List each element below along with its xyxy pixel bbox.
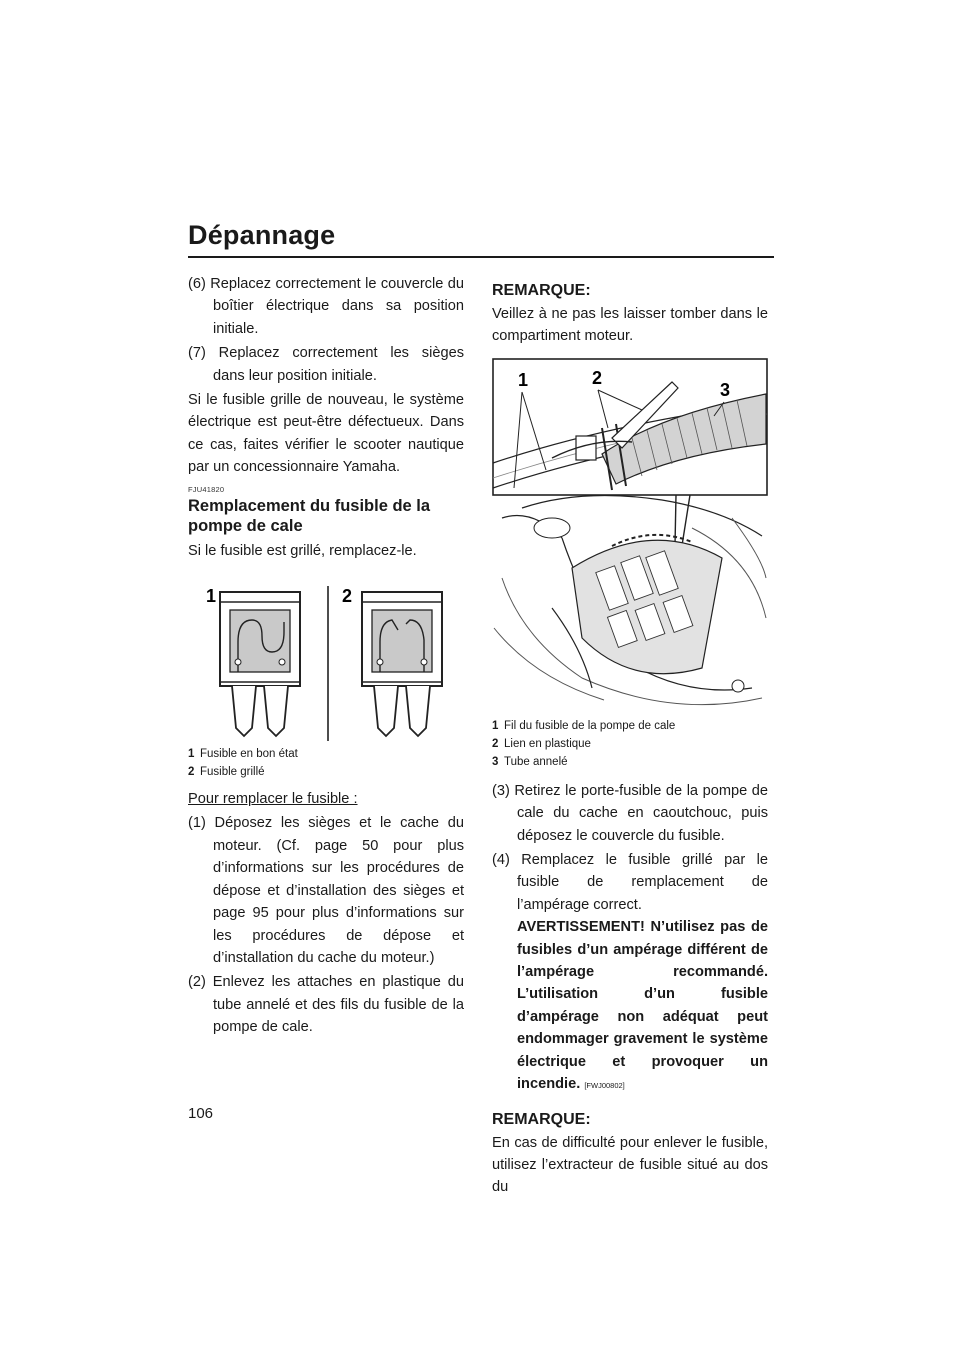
warning-code: [FWJ00802] [584, 1081, 625, 1091]
remark-title-2: REMARQUE: [492, 1110, 591, 1128]
figure-label-1: 1 [206, 586, 217, 607]
remark-text-1: Veillez à ne pas les laisser tomber dans le compartiment moteur. [492, 306, 768, 345]
step-2: (2) Enlevez les attaches en plastique du tube annelé et des fils du fusible de la pompe de cale. [188, 974, 464, 1036]
left-column [188, 273, 464, 1041]
section-intro: Si le fusible est grillé, remplacez-le. [188, 542, 417, 559]
warning-text: AVERTISSEMENT! N’utilisez pas de fusibles d’un ampérage différent de l’ampérage recommandé. L’utilisation d’un fusible d’ampérage non adéquat peut endommager gravement le système électrique et provoquer un incendie. [FWJ00802] [517, 919, 768, 1093]
step-4: (4) Remplacez le fusible grillé par le fusible de remplacement de l’ampérage correct. [492, 852, 768, 913]
step-3: (3) Retirez le porte-fusible de la pompe de cale du cache en caoutchouc, puis déposez le couvercle du fusible. [492, 782, 768, 844]
right-column [492, 273, 768, 1201]
fuse-illustration [188, 566, 464, 744]
figure-label-2: 2 [342, 586, 353, 607]
figure2-label-3: 3 [720, 379, 731, 400]
engine-caption-3: 3 Tube annelé [492, 755, 568, 768]
good-fuse-shape [220, 592, 300, 736]
blown-fuse-shape [362, 592, 442, 736]
paragraph-fuse-again: Si le fusible grille de nouveau, le système électrique est peut-être défectueux. Dans ce cas, faites vérifier le scooter nautique par un concessionnaire Yamaha. [188, 392, 464, 476]
step-1: (1) Déposez les sièges et le cache du moteur. (Cf. page 50 pour plus d’informations sur les procédures de dépose et d’installation des sièges et page 95 pour plus d’informations sur les procédures de dépose et d’installation du cache du moteur.) [188, 815, 464, 966]
remark-text-2: En cas de difficulté pour enlever le fusible, utilisez l’extracteur de fusible situé au dos du [492, 1134, 768, 1196]
engine-caption-2: 2 Lien en plastique [492, 737, 591, 750]
title-rule [188, 256, 774, 258]
figure2-label-2: 2 [592, 367, 603, 388]
page-title: Dépannage [188, 220, 336, 250]
step-7: (7) Replacez correctement les sièges dans leur position initiale. [188, 345, 464, 384]
step-6: (6) Replacez correctement le couvercle du boîtier électrique dans sa position initiale. [188, 276, 464, 337]
engine-compartment-drawing [494, 495, 766, 704]
engine-illustration [492, 358, 768, 716]
section-title: Remplacement du fusible de la pompe de cale [188, 496, 431, 535]
fuse-caption-1: 1 Fusible en bon état [188, 748, 298, 761]
remark-title-1: REMARQUE: [492, 282, 591, 299]
fuse-figure [188, 566, 464, 744]
figure2-label-1: 1 [518, 369, 529, 390]
engine-caption-1: 1 Fil du fusible de la pompe de cale [492, 719, 676, 732]
page-number: 106 [188, 1105, 214, 1122]
engine-figure [492, 358, 768, 716]
fuse-caption-2: 2 Fusible grillé [188, 766, 265, 779]
reference-code: FJU41820 [188, 484, 225, 494]
procedure-heading: Pour remplacer le fusible : [188, 791, 358, 808]
